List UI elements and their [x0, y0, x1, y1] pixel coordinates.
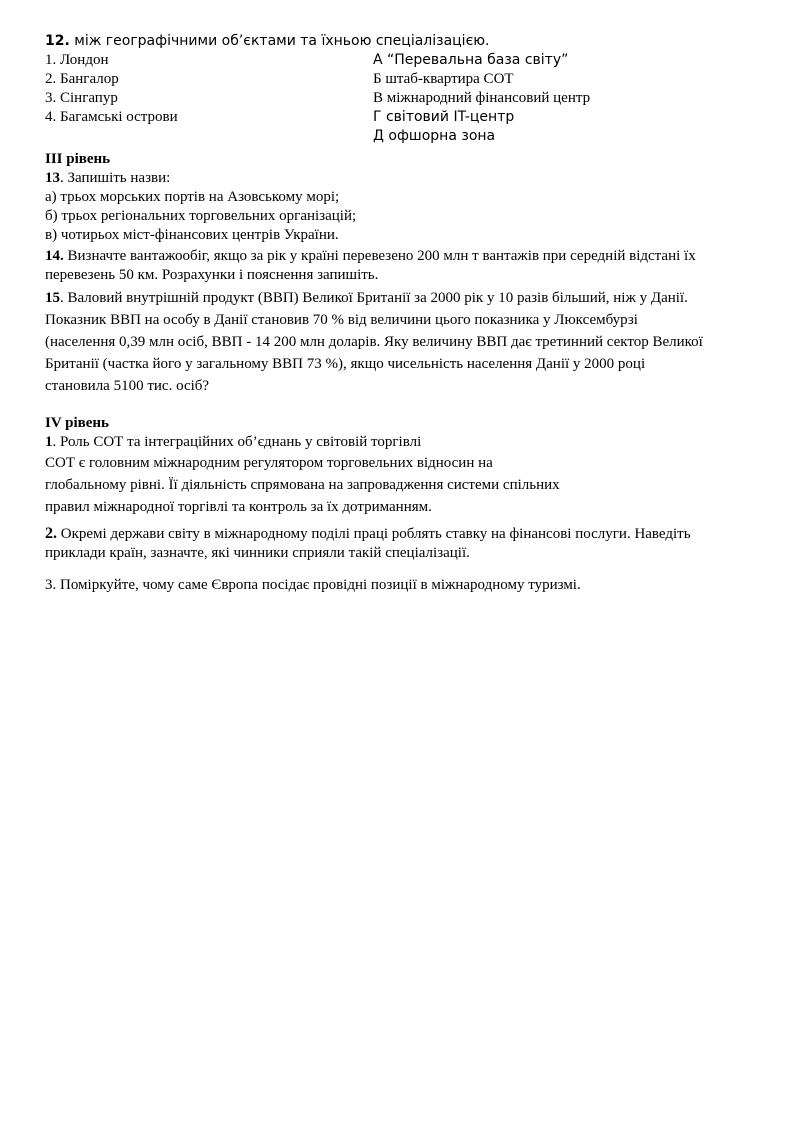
q12-title-text: між географічними об’єктами та їхньою спеціалізацією. — [74, 33, 490, 49]
l4-q1-title-text: . Роль СОТ та інтеграційних об’єднань у світовій торгівлі — [52, 434, 422, 450]
q12-right-item: Б штаб-квартира СОТ — [373, 71, 514, 87]
q14-number: 14. — [45, 248, 64, 264]
q12-number: 12. — [45, 33, 70, 49]
q13-item: б) трьох регіональних торговельних організацій; — [45, 208, 357, 224]
q14-line — [45, 247, 757, 266]
l4-q2-number: 2. — [45, 525, 57, 542]
q15-number: 15 — [45, 290, 60, 306]
q14-text: Визначте вантажообіг, якщо за рік у країні перевезено 200 млн т вантажів при середній відстані їх — [63, 248, 696, 264]
q12-right-item: Г світовий IT-центр — [373, 109, 515, 125]
q12-left-item: 4. Багамські острови — [45, 109, 178, 125]
l4-q1-line: правил міжнародної торгівлі та контроль за їх дотриманням. — [45, 499, 432, 515]
q13-item: в) чотирьох міст-фінансових центрів України. — [45, 227, 339, 243]
q12-left-item: 3. Сінгапур — [45, 90, 118, 106]
q12-row — [45, 89, 757, 108]
q12-row — [45, 51, 757, 70]
q15-line: становила 5100 тис. осіб? — [45, 378, 210, 394]
q15-line: Британії (частка його у загальному ВВП 73 %), якщо чисельність населення Данії у 2000 році — [45, 356, 646, 372]
level3-heading: ІІІ рівень — [45, 151, 111, 167]
q12-matching-table — [45, 51, 757, 146]
q12-right-item: А “Перевальна база світу” — [373, 52, 569, 68]
l4-q1-number: 1 — [45, 434, 53, 450]
q14-line: перевезень 50 км. Розрахунки і пояснення запишіть. — [45, 267, 379, 283]
q13-number: 13 — [45, 170, 60, 186]
q12-left-item: 1. Лондон — [45, 52, 109, 68]
q12-row — [45, 70, 757, 89]
l4-q1-line: СОТ є головним міжнародним регулятором торговельних відносин на — [45, 455, 493, 471]
q12-right-item: В міжнародний фінансовий центр — [373, 90, 591, 106]
q13-item: а) трьох морських портів на Азовському морі; — [45, 189, 340, 205]
q13-intro — [45, 169, 757, 188]
l4-q2-text: Окремі держави світу в міжнародному поділі праці роблять ставку на фінансові послуги. Наведіть — [57, 526, 691, 542]
l4-q1-line: глобальному рівні. Її діяльність спрямована на запровадження системи спільних — [45, 477, 560, 493]
q12-row — [45, 108, 757, 127]
l4-q2-line: приклади країн, зазначте, які чинники сприяли такій спеціалізації. — [45, 545, 470, 561]
q15-line — [45, 288, 757, 309]
q13-intro-text: . Запишіть назви: — [60, 170, 171, 186]
q12-left-item: 2. Бангалор — [45, 71, 119, 87]
q15-line: Показник ВВП на особу в Данії становив 70 % від величини цього показника у Люксембурзі — [45, 312, 638, 328]
q15-line: (населення 0,39 млн осіб, ВВП - 14 200 млн доларів. Яку величину ВВП дає третинний сектор Великої — [45, 334, 703, 350]
document-page — [45, 32, 757, 595]
l4-q3-line: 3. Поміркуйте, чому саме Європа посідає провідні позиції в міжнародному туризмі. — [45, 577, 581, 593]
q12-title — [45, 32, 757, 51]
q12-right-item: Д офшорна зона — [373, 128, 496, 144]
q12-row — [45, 127, 757, 146]
l4-q2-line — [45, 524, 757, 544]
level4-heading: ІV рівень — [45, 415, 109, 431]
l4-q1-title — [45, 433, 757, 452]
q15-text: . Валовий внутрішній продукт (ВВП) Великої Британії за 2000 рік у 10 разів більший, ніж у Данії. — [60, 290, 688, 306]
